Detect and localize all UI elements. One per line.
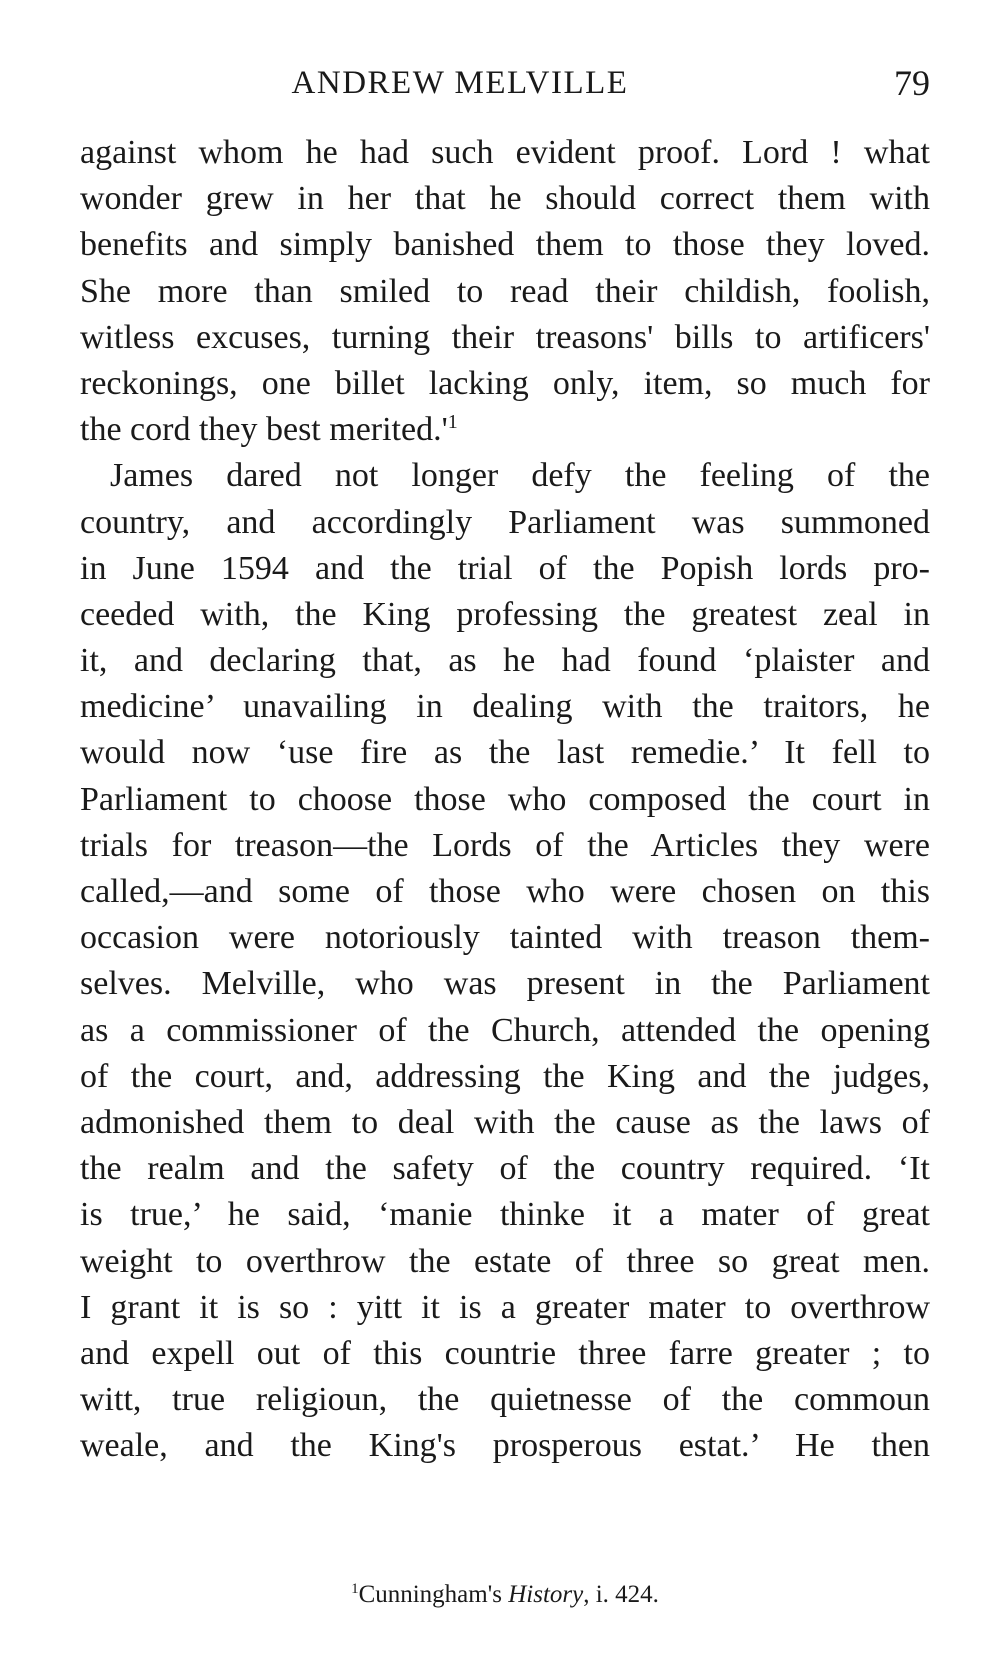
text-line: as a commissioner of the Church, attended the opening (80, 1011, 930, 1049)
page-number: 79 (894, 63, 930, 103)
footnote-prefix: Cunningham's (358, 1581, 509, 1608)
text-line: country, and accordingly Parliament was summoned (80, 503, 930, 541)
text-line: witless excuses, turning their treasons' bills to artificers' (80, 318, 930, 356)
running-title: ANDREW MELVILLE (291, 65, 629, 101)
text-line: reckonings, one billet lacking only, item, so much for (80, 364, 930, 402)
text-line: wonder grew in her that he should correct them with (80, 180, 930, 218)
text-line: ceeded with, the King professing the greatest zeal in (80, 595, 930, 633)
body-text (80, 130, 930, 1469)
text-line: medicine’ unavailing in dealing with the traitors, he (80, 688, 930, 726)
text-line: is true,’ he said, ‘manie thinke it a mater of great (80, 1196, 930, 1234)
text-line: against whom he had such evident proof. Lord ! what (80, 134, 930, 171)
text-line: occasion were notoriously tainted with treason them- (80, 919, 930, 957)
footnote-title: History (508, 1581, 584, 1608)
text-line: I grant it is so : yitt it is a greater mater to overthrow (80, 1288, 930, 1326)
text-line: in June 1594 and the trial of the Popish lords pro- (80, 549, 930, 587)
paragraph-start-line: James dared not longer defy the feeling of the (110, 457, 930, 495)
footnote-marker: 1 (447, 411, 458, 434)
text-line: called,—and some of those who were chosen on this (80, 873, 930, 910)
text-line: and expell out of this countrie three farre greater ; to (80, 1334, 930, 1372)
text-line-with-footnote (80, 407, 930, 453)
footnote-number: 1 (351, 1581, 359, 1597)
text-line: trials for treason—the Lords of the Articles they were (80, 826, 930, 864)
text-line: She more than smiled to read their childish, foolish, (80, 272, 930, 310)
text-line: admonished them to deal with the cause as the laws of (80, 1103, 930, 1141)
text-line: of the court, and, addressing the King and the judges, (80, 1057, 930, 1095)
footnote-suffix: , i. 424. (583, 1581, 659, 1608)
footnote (80, 1577, 930, 1613)
text-line: benefits and simply banished them to those they loved. (80, 226, 930, 264)
text-line: weight to overthrow the estate of three so great men. (80, 1242, 930, 1280)
text-line: witt, true religioun, the quietnesse of the commoun (80, 1381, 930, 1419)
running-head (80, 58, 930, 108)
text-line: it, and declaring that, as he had found ‘plaister and (80, 642, 930, 680)
text-line: would now ‘use fire as the last remedie.’ It fell to (80, 734, 930, 772)
text-line-content: the cord they best merited.' (80, 411, 448, 449)
text-line: the realm and the safety of the country required. ‘It (80, 1150, 930, 1188)
text-line: Parliament to choose those who composed the court in (80, 780, 930, 818)
text-line: weale, and the King's prosperous estat.’ He then (80, 1427, 930, 1465)
text-line: selves. Melville, who was present in the Parliament (80, 965, 930, 1003)
